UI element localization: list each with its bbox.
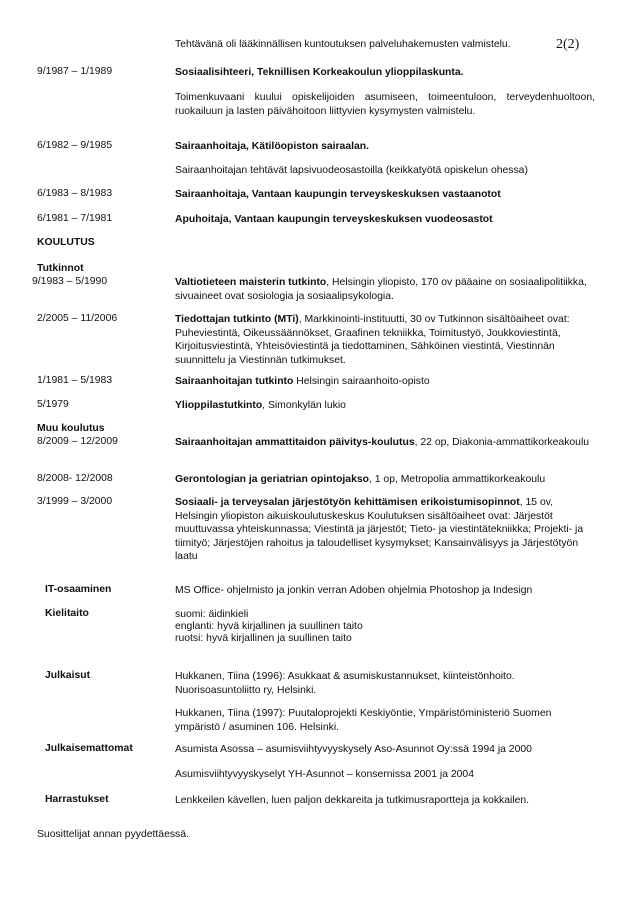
work-title: Apuhoitaja, Vantaan kaupungin terveyskeskuksen vuodeosastot [175, 214, 493, 225]
degree-details: , Simonkylän lukio [262, 400, 346, 411]
publication-item: Hukkanen, Tiina (1996): Asukkaat & asumiskustannukset, kiinteistönhoito. Nuorisoasuntoliitto ry, Helsinki. [175, 671, 515, 696]
course-dates: 3/1999 – 3/2000 [37, 496, 113, 507]
section-heading-education: KOULUTUS [37, 237, 95, 248]
language-item: suomi: äidinkieli [175, 609, 249, 620]
unpublished-item: Asumista Asossa – asumisviihtyvyyskysely Aso-Asunnot Oy:ssä 1994 ja 2000 [175, 744, 532, 755]
language-item: englanti: hyvä kirjallinen ja suullinen taito [175, 621, 363, 632]
work-dates: 6/1981 – 7/1981 [37, 213, 113, 224]
course-details: , 15 ov, Helsingin yliopiston aikuiskoulutuskeskus Koulutuksen sisältöaiheet ovat: Järjestöt muuttuvassa yhteiskunnassa; Viestintä ja järjestöt; Tieto- ja viestintätekniikka; Projekti- ja tiimityö; Järjestöjen rahoitus ja taloudelliset kysymykset; Kansainvälisyys ja Järjestötyön laatu [175, 497, 584, 562]
course-entry [175, 436, 595, 450]
degree-dates: 9/1983 – 5/1990 [32, 276, 108, 287]
degree-details: Helsingin sairaanhoito-opisto [293, 376, 430, 387]
work-description: Toimenkuvaani kuului opiskelijoiden asumiseen, toimeentuloon, terveydenhuoltoon, ruokailuun ja lasten päivähoitoon liittyvien kysymysten valmistelu. [175, 92, 595, 117]
degree-entry [175, 399, 595, 413]
degree-title: Tiedottajan tutkinto (MTi) [175, 314, 299, 325]
intro-text: Tehtävänä oli lääkinnällisen kuntoutuksen palveluhakemusten valmistelu. [175, 39, 511, 50]
course-details: , 1 op, Metropolia ammattikorkeakoulu [368, 474, 546, 485]
work-description: Sairaanhoitajan tehtävät lapsivuodeosastoilla (keikkatyötä opiskelun ohessa) [175, 165, 528, 176]
language-item: ruotsi: hyvä kirjallinen ja suullinen taito [175, 633, 352, 644]
degree-dates: 2/2005 – 11/2006 [37, 313, 118, 324]
degree-title: Sairaanhoitajan tutkinto [175, 376, 294, 387]
publication-item: Hukkanen, Tiina (1997): Puutaloprojekti Keskiyöntie, Ympäristöministeriö Suomen ympäristö / asuminen 106. Helsinki. [175, 708, 552, 733]
degree-dates: 5/1979 [37, 399, 69, 410]
degree-title: Valtiotieteen maisterin tutkinto [175, 277, 327, 288]
work-title: Sairaanhoitaja, Vantaan kaupungin terveyskeskuksen vastaanotot [175, 189, 501, 200]
course-entry [175, 473, 595, 487]
work-title: Sairaanhoitaja, Kätilöopiston sairaalan. [175, 141, 370, 152]
degree-entry [175, 276, 595, 303]
work-title: Sosiaalisihteeri, Teknillisen Korkeakoulun ylioppilaskunta. [175, 67, 464, 78]
label-unpublished: Julkaisemattomat [45, 743, 133, 754]
degree-details: , Markkinointi-instituutti, 30 ov Tutkinnon sisältöaiheet ovat: Puheviestintä, Oikeussäännökset, Graafinen tekniikka, Toimitustyö, Joukkoviestintä, Kirjoitusviestintä, Yhteisöviestintä ja tiedottaminen, Sähköinen viestintä, Viestinnän suunnittelu ja Viestinnän tutkimukset. [175, 314, 570, 366]
label-publications: Julkaisut [45, 670, 91, 681]
degree-title: Ylioppilastutkinto [175, 400, 263, 411]
degree-entry [175, 375, 595, 389]
course-title: Sairaanhoitajan ammattitaidon päivitys-koulutus [175, 437, 415, 448]
course-entry [175, 496, 595, 564]
degree-entry [175, 313, 595, 367]
work-dates: 6/1983 – 8/1983 [37, 188, 113, 199]
it-skills-text: MS Office- ohjelmisto ja jonkin verran Adoben ohjelmia Photoshop ja Indesign [175, 585, 533, 596]
degree-details: , Helsingin yliopisto, 170 ov pääaine on sosiaalipolitiikka, sivuaineet ovat sosiologia ja sosiaalipsykologia. [175, 277, 587, 302]
label-it-skills: IT-osaaminen [45, 584, 112, 595]
course-dates: 8/2009 – 12/2009 [37, 436, 118, 447]
label-hobbies: Harrastukset [45, 794, 109, 805]
course-title: Sosiaali- ja terveysalan järjestötyön kehittämisen erikoistumisopinnot [175, 497, 520, 508]
page-number: 2(2) [556, 37, 580, 52]
references-note: Suosittelijat annan pyydettäessä. [37, 829, 189, 840]
subheading-degrees: Tutkinnot [37, 263, 84, 274]
course-dates: 8/2008- 12/2008 [37, 473, 113, 484]
unpublished-item: Asumisviihtyvyyskyselyt YH-Asunnot – konsernissa 2001 ja 2004 [175, 769, 474, 780]
course-title: Gerontologian ja geriatrian opintojakso [175, 474, 369, 485]
degree-dates: 1/1981 – 5/1983 [37, 375, 113, 386]
work-dates: 6/1982 – 9/1985 [37, 140, 113, 151]
hobbies-text: Lenkkeilen kävellen, luen paljon dekkareita ja tutkimusraportteja ja kokkailen. [175, 795, 530, 806]
course-details: , 22 op, Diakonia-ammattikorkeakoulu [414, 437, 590, 448]
work-dates: 9/1987 – 1/1989 [37, 66, 113, 77]
subheading-other-education: Muu koulutus [37, 423, 105, 434]
label-languages: Kielitaito [45, 608, 89, 619]
